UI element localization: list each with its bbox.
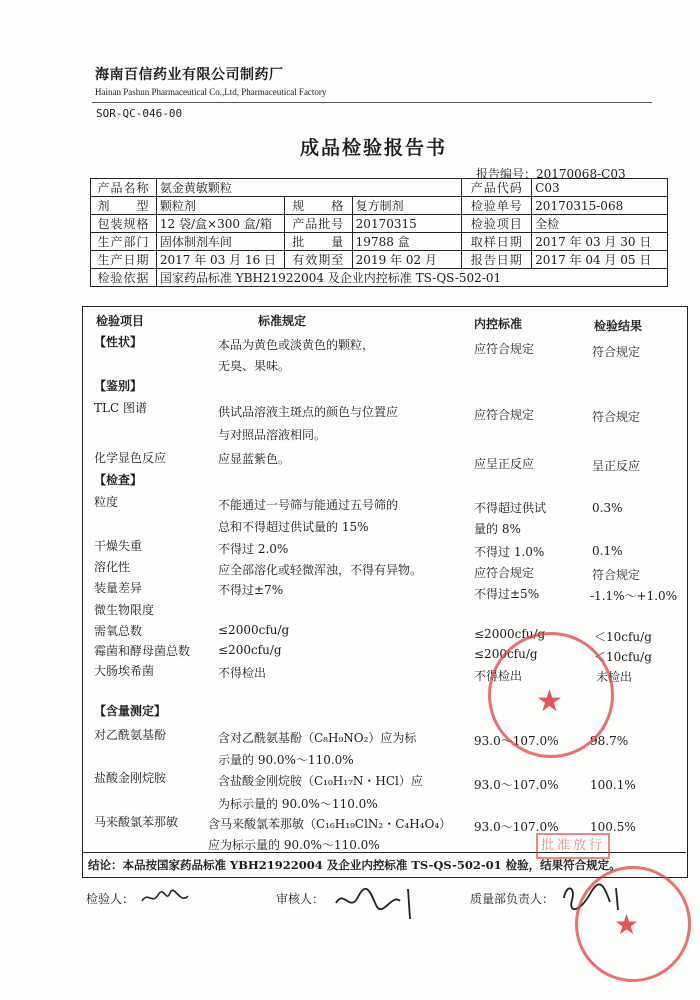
ecoli-result: 未检出 [596, 670, 633, 684]
company-name-en: Hainan Pashun Pharmaceutical Co.,Ltd, Pharmaceutical Factory [95, 87, 327, 97]
prod-date-value: 2017 年 03 月 16 日 [156, 251, 284, 269]
size-internal-1: 不得超过供试 [474, 501, 547, 515]
dry-item: 干燥失重 [94, 539, 143, 553]
dissolve-internal: 应符合规定 [474, 566, 535, 580]
ecoli-standard: 不得检出 [218, 666, 267, 680]
amantadine-result: 100.1% [590, 778, 636, 792]
report-date-label: 报告日期 [462, 251, 532, 269]
tlc-internal: 应符合规定 [474, 408, 535, 422]
mold-standard: ≤200cfu/g [218, 643, 282, 657]
seal-star-icon: ★ [536, 684, 563, 719]
expiry-value: 2019 年 02 月 [352, 251, 462, 269]
chlorphenamine-item: 马来酸氯苯那敏 [94, 815, 179, 829]
tlc-item: TLC 图谱 [94, 401, 147, 415]
sample-date-label: 取样日期 [462, 233, 532, 251]
spec-value: 复方制剂 [352, 197, 462, 215]
qa-seal-star-icon: ★ [614, 908, 640, 941]
batch-label: 产品批号 [284, 215, 352, 233]
basis-value: 国家药品标准 YBH21922004 及企业内控标准 TS-QS-502-01 [156, 269, 667, 287]
info-row [91, 179, 668, 197]
amantadine-item: 盐酸金刚烷胺 [94, 771, 167, 785]
apap-standard-1: 含对乙酰氨基酚（C₈H₉NO₂）应为标 [218, 731, 417, 745]
info-row [91, 269, 668, 287]
col-header-result: 检验结果 [594, 319, 643, 333]
mold-item: 霉菌和酵母菌总数 [94, 644, 191, 658]
tlc-standard-2: 与对照品溶液相同。 [218, 428, 327, 442]
fill-result: -1.1%～+1.0% [590, 589, 678, 603]
page-title: 成品检验报告书 [300, 137, 448, 159]
tlc-standard-1: 供试品溶液主斑点的颜色与位置应 [218, 405, 399, 419]
aerobic-standard: ≤2000cfu/g [218, 623, 290, 637]
company-name-cn: 海南百信药业有限公司制药厂 [95, 67, 284, 83]
apap-standard-2: 示量的 90.0%～110.0% [218, 753, 354, 767]
apap-result: 98.7% [590, 734, 629, 748]
fill-standard: 不得过±7% [218, 583, 284, 597]
character-standard-2: 无臭、果味。 [218, 359, 291, 373]
size-standard-1: 不能通过一号筛与能通过五号筛的 [218, 498, 399, 512]
dept-value: 固体制剂车间 [156, 233, 284, 251]
inspector-signature [140, 887, 190, 913]
character-standard-1: 本品为黄色或淡黄色的颗粒， [218, 338, 375, 352]
document-code: SOR-QC-046-00 [96, 107, 183, 120]
ecoli-internal: 不得检出 [474, 669, 523, 683]
reviewer-label: 审核人： [276, 892, 325, 906]
chem-item: 化学显色反应 [94, 451, 167, 465]
spec-label: 规 格 [284, 197, 352, 215]
report-date-value: 2017 年 04 月 05 日 [532, 251, 668, 269]
section-character: 【性状】 [94, 335, 143, 349]
quantity-label: 批 量 [284, 233, 352, 251]
info-row [91, 233, 668, 251]
qa-head-label: 质量部负责人： [470, 892, 555, 906]
report-number: 报告编号：20170068-C03 [476, 167, 626, 181]
test-item-value: 全检 [532, 215, 668, 233]
col-header-item: 检验项目 [96, 314, 145, 328]
ecoli-item: 大肠埃希菌 [94, 664, 155, 678]
chem-standard: 应显蓝紫色。 [218, 452, 291, 466]
size-item: 粒度 [94, 495, 119, 509]
chlorphenamine-internal: 93.0～107.0% [474, 820, 559, 834]
dept-label: 生产部门 [91, 233, 157, 251]
basis-label: 检验依据 [91, 269, 157, 287]
test-no-value: 20170315-068 [532, 197, 668, 215]
chlorphenamine-standard-2: 应为标示量的 90.0%～110.0% [208, 838, 380, 852]
dosage-label: 剂 型 [91, 197, 157, 215]
character-result: 符合规定 [592, 345, 641, 359]
size-standard-2: 总和不得超过供试量的 15% [218, 520, 369, 534]
product-info-table [90, 178, 668, 287]
dry-internal: 不得过 1.0% [474, 545, 545, 559]
section-checks: 【检查】 [94, 473, 143, 487]
dry-standard: 不得过 2.0% [218, 542, 289, 556]
chlorphenamine-standard-1: 含马来酸氯苯那敏（C₁₆H₁₉ClN₂・C₄H₄O₄） [208, 817, 452, 831]
product-code-value: C03 [532, 179, 668, 197]
product-name-label: 产品名称 [91, 179, 157, 197]
dissolve-standard: 应全部溶化或轻微浑浊，不得有异物。 [218, 563, 423, 577]
tlc-result: 符合规定 [592, 410, 641, 424]
batch-value: 20170315 [352, 215, 462, 233]
mold-internal: ≤200cfu/g [474, 647, 538, 661]
info-row [91, 251, 668, 269]
amantadine-internal: 93.0～107.0% [474, 778, 559, 792]
expiry-label: 有效期至 [284, 251, 352, 269]
conclusion-text: 结论：本品按国家药品标准 YBH21922004 及企业内控标准 TS-QS-502-01 检验，结果符合规定。 [88, 858, 621, 872]
dosage-value: 颗粒剂 [156, 197, 284, 215]
aerobic-item: 需氧总数 [94, 624, 143, 638]
quantity-value: 19788 盒 [352, 233, 462, 251]
col-header-standard: 标准规定 [258, 314, 307, 328]
chlorphenamine-result: 100.5% [590, 820, 636, 834]
size-internal-2: 量的 8% [474, 522, 521, 536]
fill-internal: 不得过±5% [474, 587, 540, 601]
dissolve-item: 溶化性 [94, 560, 131, 574]
section-assay: 【含量测定】 [94, 704, 167, 718]
chem-result: 呈正反应 [592, 459, 641, 473]
character-internal: 应符合规定 [474, 342, 535, 356]
amantadine-standard-1: 含盐酸金刚烷胺（C₁₀H₁₇N・HCl）应 [218, 774, 423, 788]
sample-date-value: 2017 年 03 月 30 日 [532, 233, 668, 251]
info-row [91, 215, 668, 233]
apap-internal: 93.0～107.0% [474, 734, 559, 748]
apap-item: 对乙酰氨基酚 [94, 728, 167, 742]
dissolve-result: 符合规定 [592, 568, 641, 582]
package-label: 包装规格 [91, 215, 157, 233]
amantadine-standard-2: 为标示量的 90.0%～110.0% [218, 797, 378, 811]
product-name-value: 氨金黄敏颗粒 [156, 179, 461, 197]
prod-date-label: 生产日期 [91, 251, 157, 269]
aerobic-internal: ≤2000cfu/g [474, 627, 546, 641]
product-code-label: 产品代码 [462, 179, 532, 197]
section-identification: 【鉴别】 [94, 379, 143, 393]
chem-internal: 应呈正反应 [474, 457, 535, 471]
release-stamp: 批准放行 [536, 833, 610, 859]
info-row [91, 197, 668, 215]
package-value: 12 袋/盒×300 盒/箱 [156, 215, 284, 233]
mold-result: ＜10cfu/g [594, 650, 652, 664]
size-result: 0.3% [592, 501, 623, 515]
test-item-label: 检验项目 [462, 215, 532, 233]
fill-item: 装量差异 [94, 581, 143, 595]
aerobic-result: ＜10cfu/g [594, 630, 652, 644]
test-no-label: 检验单号 [462, 197, 532, 215]
dry-result: 0.1% [592, 544, 623, 558]
col-header-internal: 内控标准 [474, 317, 523, 331]
inspector-label: 检验人： [86, 892, 135, 906]
micro-item: 微生物限度 [94, 603, 155, 617]
reviewer-signature [334, 883, 419, 927]
header-rule [92, 102, 652, 103]
